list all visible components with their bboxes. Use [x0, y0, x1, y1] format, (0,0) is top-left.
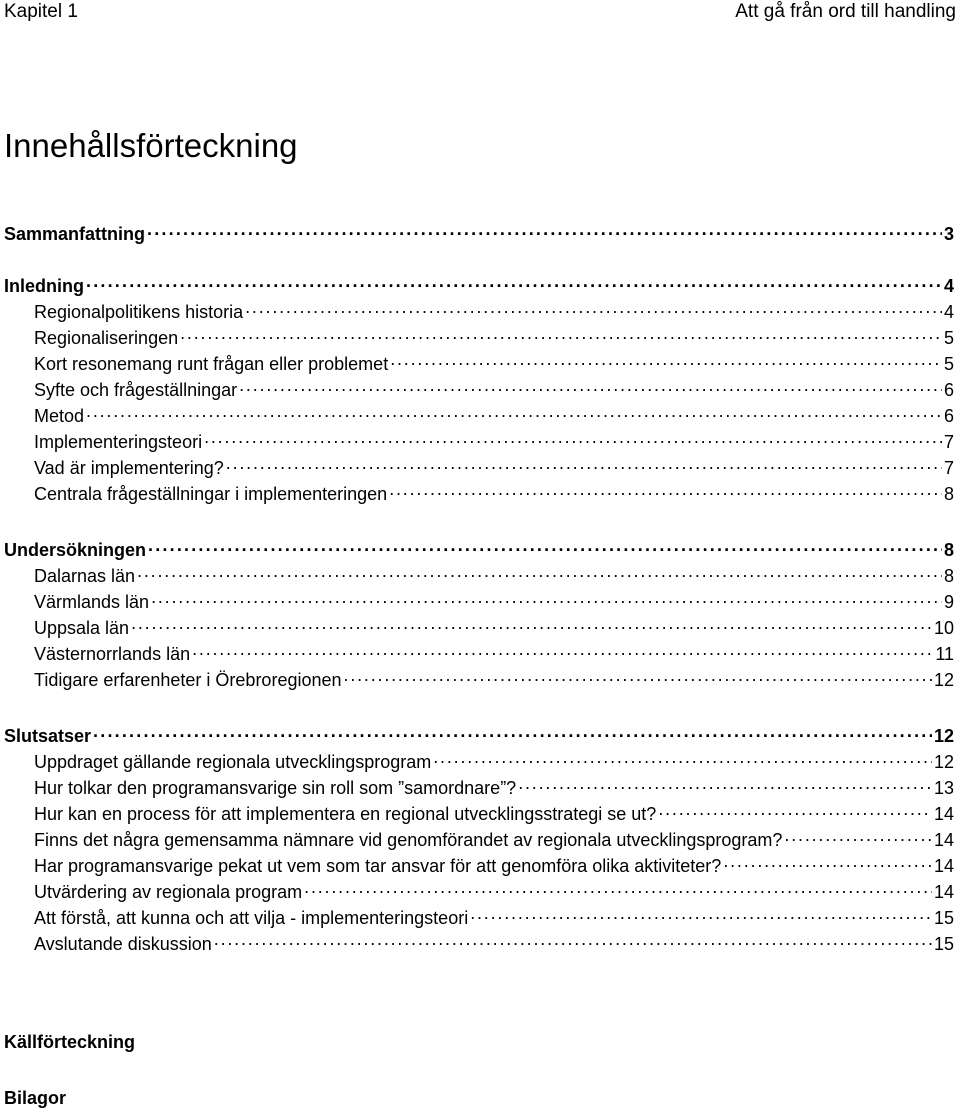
toc-subentry[interactable] [34, 326, 954, 352]
toc-subentry[interactable] [34, 854, 954, 880]
toc-leader-dots [137, 564, 942, 582]
toc-entry-inledning[interactable] [4, 274, 954, 300]
toc-leader-dots [148, 538, 942, 556]
toc-entry-label: Hur kan en process för att implementera en regional utvecklingsstrategi se ut? [34, 804, 657, 824]
toc-entry-label: Centrala frågeställningar i implementeringen [34, 484, 388, 504]
toc-entry-page: 4 [943, 276, 954, 296]
toc-entry-label: Hur tolkar den programansvarige sin roll som ”samordnare”? [34, 778, 517, 798]
toc-entry-kallforteckning[interactable]: Källförteckning [4, 1032, 136, 1052]
toc-subentry[interactable] [34, 750, 954, 776]
toc-subentry[interactable] [34, 564, 954, 590]
toc-subentry[interactable] [34, 616, 954, 642]
toc-leader-dots [344, 668, 932, 686]
toc-subentry[interactable] [34, 906, 954, 932]
header-chapter: Kapitel 1 [4, 1, 78, 22]
toc-leader-dots [226, 456, 942, 474]
toc-leader-dots [723, 854, 932, 872]
toc-leader-dots [151, 590, 942, 608]
toc-entry-page: 10 [933, 618, 954, 638]
toc-entry-page: 12 [933, 752, 954, 772]
toc-leader-dots [180, 326, 942, 344]
toc-entry-page: 14 [933, 830, 954, 850]
toc-subentry[interactable] [34, 352, 954, 378]
toc-entry-sammanfattning[interactable] [4, 222, 954, 248]
toc-entry-label: Har programansvarige pekat ut vem som tar ansvar för att genomföra olika aktiviteter? [34, 856, 722, 876]
toc-entry-page: 13 [933, 778, 954, 798]
toc-entry-label: Värmlands län [34, 592, 150, 612]
toc-entry-label: Inledning [4, 276, 84, 296]
toc-leader-dots [784, 828, 932, 846]
toc-entry-page: 5 [943, 328, 954, 348]
toc-leader-dots [239, 378, 942, 396]
toc-entry-page: 6 [943, 406, 954, 426]
toc-entry-page: 5 [943, 354, 954, 374]
toc-subentry[interactable] [34, 300, 954, 326]
toc-subentry[interactable] [34, 430, 954, 456]
toc-entry-page: 8 [943, 540, 954, 560]
toc-subentry[interactable] [34, 378, 954, 404]
toc-entry-label: Implementeringsteori [34, 432, 203, 452]
toc-leader-dots [245, 300, 942, 318]
toc-entry-label: Dalarnas län [34, 566, 136, 586]
page-title: Innehållsförteckning [4, 127, 298, 164]
toc-subentry[interactable] [34, 880, 954, 906]
toc-entry-page: 6 [943, 380, 954, 400]
toc-leader-dots [147, 222, 942, 240]
toc-entry-page: 3 [943, 224, 954, 244]
toc-leader-dots [433, 750, 932, 768]
toc-entry-label: Undersökningen [4, 540, 147, 560]
toc-entry-label: Vad är implementering? [34, 458, 224, 478]
toc-entry-label: Uppdraget gällande regionala utvecklingsprogram [34, 752, 432, 772]
toc-entry-page: 11 [935, 644, 954, 664]
toc-subentry[interactable] [34, 590, 954, 616]
toc-entry-page: 15 [933, 934, 954, 954]
toc-entry-page: 7 [943, 458, 954, 478]
toc-leader-dots [192, 642, 933, 660]
toc-leader-dots [86, 274, 942, 292]
toc-subentry[interactable] [34, 828, 954, 854]
toc-entry-label: Västernorrlands län [34, 644, 191, 664]
toc-entry-page: 4 [943, 302, 954, 322]
toc-entry-page: 12 [933, 726, 954, 746]
toc-leader-dots [93, 724, 932, 742]
toc-entry-label: Regionaliseringen [34, 328, 179, 348]
toc-leader-dots [389, 482, 942, 500]
toc-subentry[interactable] [34, 482, 954, 508]
toc-entry-label: Slutsatser [4, 726, 92, 746]
toc-entry-page: 14 [933, 804, 954, 824]
toc-entry-label: Sammanfattning [4, 224, 146, 244]
toc-entry-page: 9 [943, 592, 954, 612]
toc-entry-bilagor[interactable]: Bilagor [4, 1088, 67, 1108]
toc-leader-dots [131, 616, 932, 634]
toc-entry-page: 7 [943, 432, 954, 452]
toc-leader-dots [214, 932, 932, 950]
toc-entry-label: Utvärdering av regionala program [34, 882, 303, 902]
toc-entry-label: Uppsala län [34, 618, 130, 638]
toc-subentry[interactable] [34, 668, 954, 694]
toc-entry-undersokningen[interactable] [4, 538, 954, 564]
toc-entry-page: 14 [933, 882, 954, 902]
toc-entry-label: Syfte och frågeställningar [34, 380, 238, 400]
toc-entry-page: 12 [933, 670, 954, 690]
toc-subentry[interactable] [34, 642, 954, 668]
header-document-title: Att gå från ord till handling [735, 1, 956, 22]
toc-entry-slutsatser[interactable] [4, 724, 954, 750]
toc-leader-dots [204, 430, 942, 448]
toc-entry-label: Regionalpolitikens historia [34, 302, 244, 322]
toc-leader-dots [304, 880, 932, 898]
toc-subentry[interactable] [34, 404, 954, 430]
toc-subentry[interactable] [34, 932, 954, 958]
toc-leader-dots [658, 802, 932, 820]
toc-entry-label: Att förstå, att kunna och att vilja - implementeringsteori [34, 908, 469, 928]
toc-entry-page: 8 [943, 566, 954, 586]
toc-leader-dots [470, 906, 932, 924]
toc-entry-label: Tidigare erfarenheter i Örebroregionen [34, 670, 342, 690]
toc-leader-dots [518, 776, 932, 794]
toc-subentry[interactable] [34, 776, 954, 802]
toc-entry-label: Kort resonemang runt frågan eller problemet [34, 354, 389, 374]
toc-entry-page: 8 [943, 484, 954, 504]
toc-entry-page: 15 [933, 908, 954, 928]
toc-leader-dots [390, 352, 942, 370]
toc-entry-label: Avslutande diskussion [34, 934, 212, 954]
toc-entry-label: Finns det några gemensamma nämnare vid genomförandet av regionala utvecklingsprogram? [34, 830, 783, 850]
toc-entry-label: Metod [34, 406, 85, 426]
toc-leader-dots [86, 404, 942, 422]
toc-subentry[interactable] [34, 802, 954, 828]
toc-subentry[interactable] [34, 456, 954, 482]
toc-entry-page: 14 [933, 856, 954, 876]
